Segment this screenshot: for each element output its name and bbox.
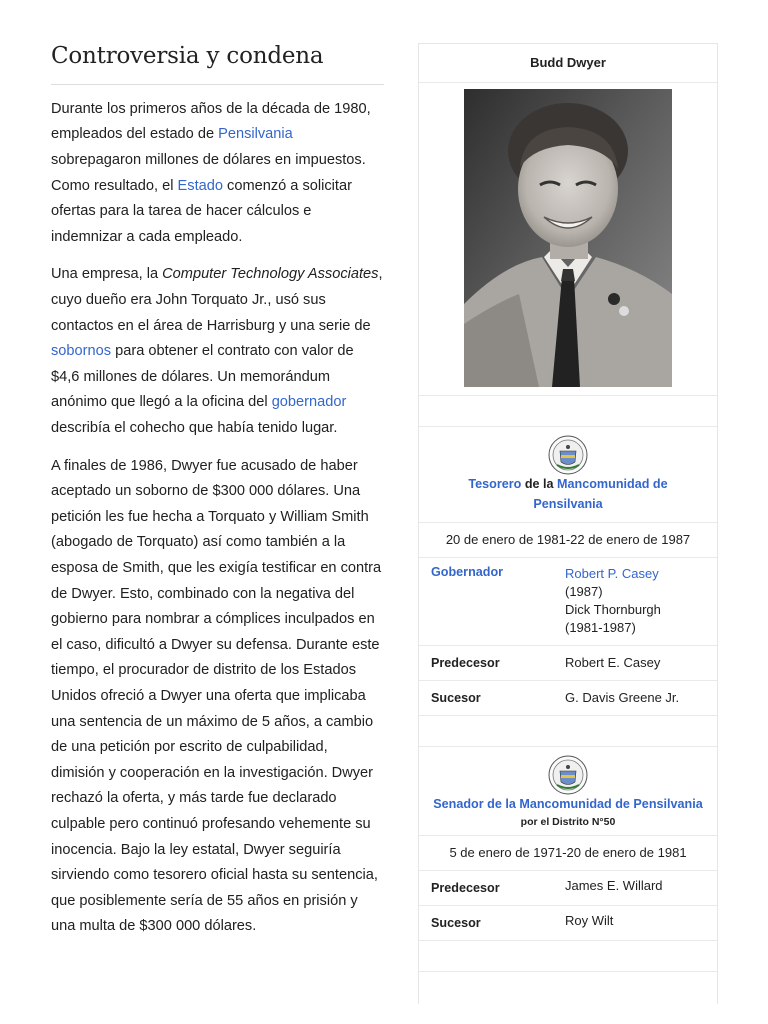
- pennsylvania-seal-icon: [548, 755, 588, 795]
- infobox: [418, 43, 718, 1004]
- infobox-spacer-2: [419, 716, 717, 747]
- link-sobornos[interactable]: sobornos: [51, 343, 112, 360]
- office-title-senator: [419, 795, 717, 815]
- p1-text-3: comenzó a solicitar ofertas para la tarea de hacer cálculos e indemnizar a cada empleado.: [51, 177, 352, 245]
- p2-text-4: describía el cohecho que había tenido lugar.: [51, 420, 338, 437]
- p2-text-1: Una empresa, la: [51, 266, 163, 283]
- portrait-cell: [419, 83, 717, 396]
- governor-name-2: Dick Thornburgh: [565, 602, 661, 617]
- paragraph-3: A finales de 1986, Dwyer fue acusado de haber aceptado un soborno de $300 000 dólares. Una petición les fue hecha a Torquato y William Smith (abogado de Torquato) así como también a la esposa de Smith, que les exigía testificar en contra de Dwyer. Esto, combinado con la negativa del gobierno para nombrar a cómplices inculpados en el caso, dificultó a Dwyer su defensa. Durante este tiempo, el procurador de distrito de los Estados Unidos ofreció a Dwyer una oferta que implicaba una sentencia de un máximo de 5 años, a cambio de una petición por escrito de culpabilidad, dimisión y cooperación en la investigación. Dwyer rechazó la oferta, y más tarde fue declarado culpable pero continuó profesando vehemente su inocencia. Bajo la ley estatal, Dwyer seguiría sirviendo como tesorero oficial hasta su sentencia, que posiblemente sería de 55 años en prisión y una multa de $300 000 dólares.: [51, 457, 382, 935]
- row-predecessor-1: [419, 646, 717, 681]
- term-senator: 5 de enero de 1971-20 de enero de 1981: [419, 836, 717, 871]
- governor-years-1: (1987): [565, 584, 603, 599]
- successor-value-2: Roy Wilt: [565, 912, 614, 928]
- term-treasurer: 20 de enero de 1981-22 de enero de 1987: [419, 523, 717, 558]
- p1-text-2: sobrepagaron millones de dólares en impuestos. Como resultado, el: [51, 152, 366, 194]
- link-gobernador[interactable]: gobernador: [271, 394, 347, 411]
- successor-label-1: Sucesor: [431, 691, 481, 705]
- paragraph-1: [51, 97, 384, 251]
- infobox-spacer: [419, 396, 717, 427]
- section-heading: Controversia y condena: [51, 42, 384, 85]
- row-successor-1: [419, 681, 717, 716]
- p1-text-1: Durante los primeros años de la década de 1980, empleados del estado de: [51, 100, 371, 143]
- link-estado[interactable]: Estado: [177, 177, 223, 194]
- governor-value: [565, 565, 717, 645]
- office-header-senator: [419, 747, 717, 836]
- office-subtitle-district: por el Distrito N°50: [520, 815, 616, 828]
- predecessor-label-2: Predecesor: [431, 880, 500, 895]
- successor-value-1: G. Davis Greene Jr.: [565, 690, 680, 705]
- row-governor: [419, 558, 717, 646]
- successor-label-2: Sucesor: [431, 915, 481, 930]
- link-mancomunidad[interactable]: Mancomunidad de Pensilvania: [533, 477, 668, 511]
- office-title-mid: de la: [521, 477, 558, 491]
- governor-label-cell: [419, 565, 565, 645]
- link-mancomunidad-2[interactable]: Mancomunidad de Pensilvania: [519, 797, 703, 811]
- office-title-treasurer: [419, 475, 717, 514]
- predecessor-value-1: Robert E. Casey: [565, 655, 661, 670]
- office-header-treasurer: [419, 427, 717, 523]
- p2-text-2: , cuyo dueño era John Torquato Jr., usó sus contactos en el área de Harrisburg y una serie de: [51, 266, 383, 334]
- portrait-image: [464, 89, 672, 387]
- company-name: Computer Technology Associates: [162, 266, 379, 283]
- infobox-spacer-3: [419, 941, 717, 972]
- link-tesorero[interactable]: Tesorero: [468, 477, 522, 491]
- p2-text-3: para obtener el contrato con valor de $4,6 millones de dólares. Un memorándum anónimo que llegó a la oficina del: [51, 343, 354, 411]
- governor-years-2: (1981-1987): [565, 620, 636, 635]
- row-predecessor-2: [419, 871, 717, 906]
- link-robert-casey[interactable]: Robert P. Casey: [565, 566, 659, 581]
- predecessor-label-1: Predecesor: [431, 656, 500, 670]
- infobox-title: Budd Dwyer: [419, 44, 717, 83]
- portrait-photo[interactable]: [464, 89, 672, 387]
- paragraph-2: [51, 262, 384, 441]
- pennsylvania-seal-icon: [548, 435, 588, 475]
- predecessor-value-2: James E. Willard: [565, 877, 663, 893]
- link-pensilvania[interactable]: Pensilvania: [218, 126, 293, 143]
- link-senador[interactable]: Senador de la: [433, 797, 520, 811]
- link-governor-label[interactable]: Gobernador: [431, 565, 504, 579]
- article-section: [51, 42, 384, 940]
- row-successor-2: [419, 906, 717, 941]
